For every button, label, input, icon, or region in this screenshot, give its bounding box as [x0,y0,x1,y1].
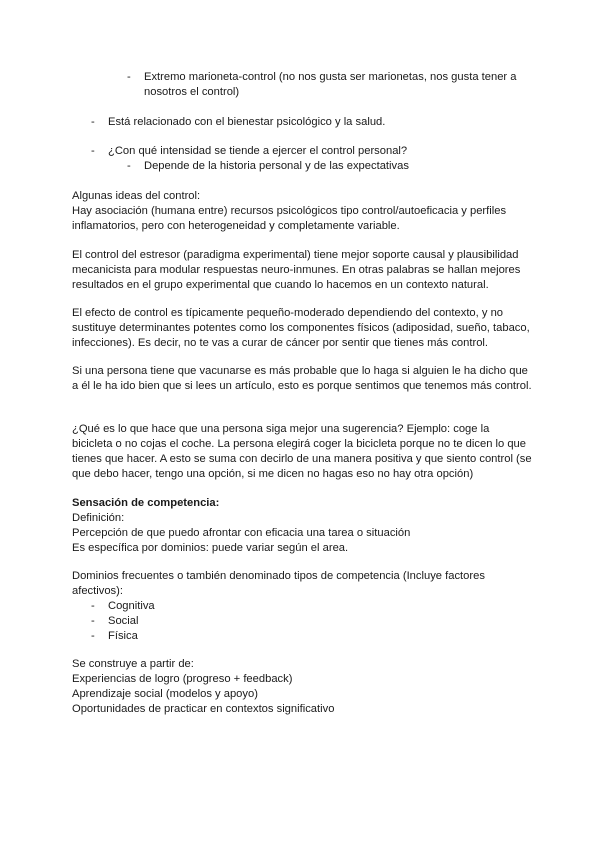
paragraph-block [72,306,532,351]
list-item [72,629,532,644]
paragraph-block [72,364,532,394]
paragraph-block [72,422,532,482]
bullet-dash: - [91,630,95,642]
ideas-section [72,189,532,234]
paragraph: El control del estresor (paradigma experimental) tiene mejor soporte causal y plausibilidad mecanicista para modular respuestas neuro-inmunes. En otras palabras se hallan mejores resultados en el grupo experimental que cuando lo hacemos en un contexto natural. [72,249,521,291]
construye-label: Se construye a partir de: [72,658,194,670]
list-item [72,144,532,159]
paragraph: ¿Qué es lo que hace que una persona siga mejor una sugerencia? Ejemplo: coge la bicicleta o no cojas el coche. La persona elegirá coger la bicicleta porque no te dicen lo que tienes que hacer. A esto se suma con decirlo de una manera positiva y que siento control (se que debo hacer, tengo una opción, si me dicen no hagas eso no hay otra opción) [72,423,532,480]
construye-item: Oportunidades de practicar en contextos significativo [72,703,335,715]
competencia-section [72,496,532,556]
definition-label: Definición: [72,512,125,524]
sub-item-text: Extremo marioneta-control (no nos gusta ser marionetas, nos gusta tener a nosotros el control) [144,71,517,98]
construye-section [72,657,532,717]
list-item [72,70,532,100]
bullet-dash: - [91,600,95,612]
bullet-dash: - [91,145,95,157]
dominios-intro: Dominios frecuentes o también denominado tipos de competencia (Incluye factores afectivos): [72,570,485,597]
definition-line: Es específica por dominios: puede variar según el area. [72,542,349,554]
sub-item-text: Depende de la historia personal y de las expectativas [144,160,409,172]
list-item [72,115,532,130]
bullet-dash: - [91,615,95,627]
section-heading: Algunas ideas del control: [72,190,201,202]
list-item [72,159,532,174]
paragraph-block [72,248,532,293]
dominios-section [72,569,532,644]
list-item [72,599,532,614]
paragraph: Si una persona tiene que vacunarse es más probable que lo haga si alguien le ha dicho que a él le ha ido bien que si lees un artículo, esto es porque sentimos que tenemos más control. [72,365,532,392]
bullet-dash: - [91,116,95,128]
definition-line: Percepción de que puedo afrontar con eficacia una tarea o situación [72,527,411,539]
list-item [72,614,532,629]
bullet-dash: - [127,71,131,83]
list-item-text: Física [108,630,138,642]
construye-item: Experiencias de logro (progreso + feedback) [72,673,293,685]
list-item-text: ¿Con qué intensidad se tiende a ejercer el control personal? [108,145,408,157]
list-item-text: Cognitiva [108,600,155,612]
paragraph: Hay asociación (humana entre) recursos psicológicos tipo control/autoeficacia y perfiles inflamatorios, pero con heterogeneidad y completamente variable. [72,205,507,232]
section-heading: Sensación de competencia: [72,497,220,509]
list-item-text: Social [108,615,139,627]
list-item-text: Está relacionado con el bienestar psicológico y la salud. [108,116,386,128]
bullet-dash: - [127,160,131,172]
paragraph: El efecto de control es típicamente pequeño-moderado dependiendo del contexto, y no sustituye determinantes potentes como los componentes físicos (adiposidad, sueño, tabaco, infecciones). Es decir, no te vas a curar de cáncer por sentir que tienes más control. [72,307,530,349]
construye-item: Aprendizaje social (modelos y apoyo) [72,688,258,700]
